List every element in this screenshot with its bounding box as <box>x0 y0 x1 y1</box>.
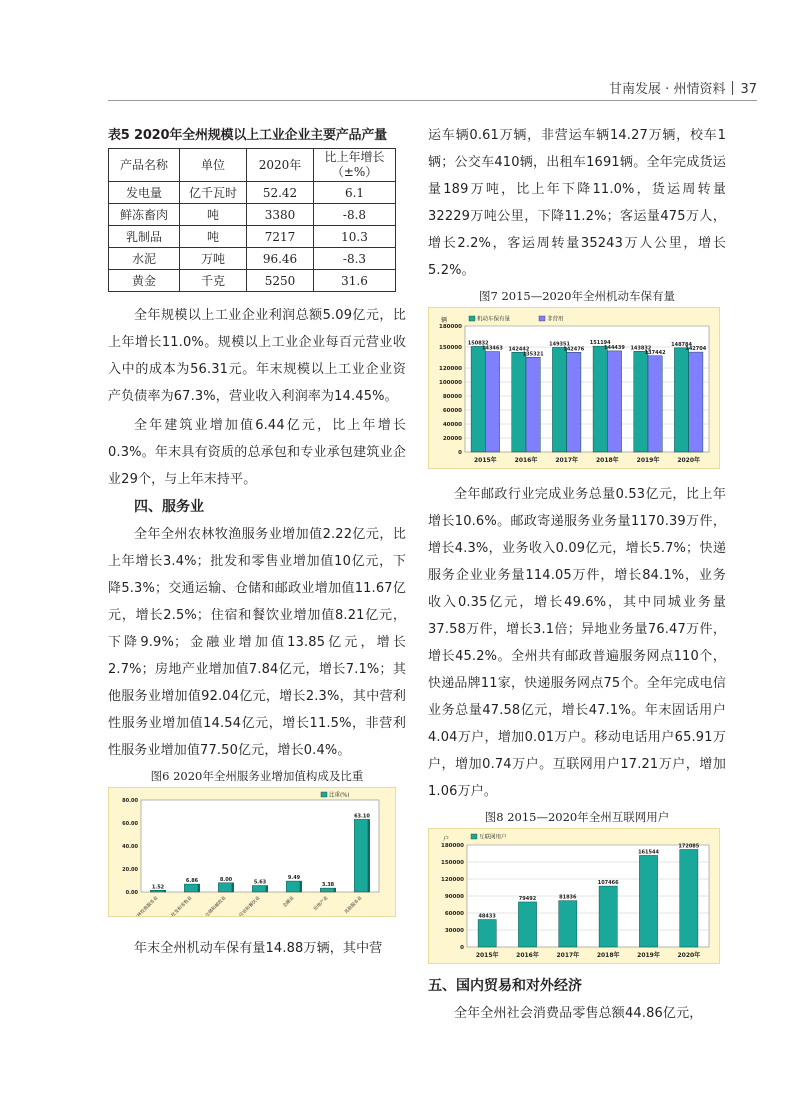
x-tick-label: 2020年 <box>677 457 701 464</box>
y-tick-label: 80000 <box>442 394 462 400</box>
data-label: 81836 <box>559 894 577 901</box>
header-separator <box>732 81 733 95</box>
legend <box>471 833 507 841</box>
bar <box>218 883 233 892</box>
table-cell: 7217 <box>247 226 314 248</box>
legend-swatch <box>321 792 327 797</box>
bar-shade <box>334 888 336 892</box>
fig7-caption: 图7 2015—2020年全州机动车保有量 <box>478 289 675 303</box>
table-header-cell: 比上年增长（±%） <box>314 149 396 182</box>
y-axis-unit-label: 户 <box>443 836 450 843</box>
bar <box>354 819 369 892</box>
table-row <box>109 270 396 292</box>
paragraph-industry-profit: 全年规模以上工业企业利润总额5.09亿元，比上年增长11.0%。规模以上工业企业每百元营业收入中的成本为56.31元。年末规模以上工业企业资产负债率为67.3%，营业收入利润率为14.45%。 <box>108 308 406 404</box>
fig7-chart <box>428 307 720 469</box>
x-tick-label: 2016年 <box>514 457 538 464</box>
bar <box>471 346 485 452</box>
data-label: 3.38 <box>321 882 335 889</box>
running-title: 甘南发展 · 州情资料 <box>609 82 726 97</box>
y-tick-label: 30000 <box>444 928 464 934</box>
table-cell: 鲜冻畜肉 <box>109 204 180 226</box>
bar-shade <box>164 890 166 892</box>
bar <box>552 347 566 452</box>
table-cell: 亿千瓦时 <box>180 182 247 204</box>
x-tick-label: 2018年 <box>595 457 619 464</box>
x-tick-label: 2015年 <box>473 457 497 464</box>
data-label: 161544 <box>638 849 659 856</box>
bar <box>184 884 199 892</box>
table-cell: 万吨 <box>180 248 247 270</box>
table-cell: 黄金 <box>109 270 180 292</box>
y-tick-label: 20.00 <box>122 867 138 873</box>
x-tick-label: 2016年 <box>516 952 539 959</box>
data-label: 9.49 <box>287 875 301 882</box>
table-row <box>109 248 396 270</box>
x-tick-label: 2019年 <box>637 952 660 959</box>
y-tick-label: 40000 <box>442 422 462 428</box>
y-tick-label: 120000 <box>441 877 464 883</box>
data-label: 6.86 <box>185 878 199 885</box>
bar <box>518 902 536 947</box>
bar <box>512 352 526 452</box>
table-row <box>109 182 396 204</box>
data-label: 8.00 <box>219 876 233 883</box>
bar <box>567 352 581 452</box>
running-header <box>609 78 757 97</box>
x-tick-label: 2020年 <box>677 952 701 959</box>
paragraph-vehicles-start: 年末全州机动车保有量14.88万辆，其中营 <box>134 941 383 956</box>
bar <box>648 356 662 452</box>
data-label: 137442 <box>644 349 666 356</box>
bar <box>320 888 335 892</box>
bar <box>639 855 657 947</box>
data-label: 1.52 <box>151 884 165 891</box>
bar-shade <box>266 886 268 892</box>
legend-swatch <box>539 316 545 321</box>
section-heading-trade: 五、国内贸易和对外经济 <box>428 978 582 994</box>
table-cell: 5250 <box>247 270 314 292</box>
data-label: 172085 <box>678 843 700 850</box>
y-tick-label: 150000 <box>439 345 462 351</box>
bar <box>680 849 698 947</box>
y-tick-label: 180000 <box>439 324 462 330</box>
bar-shade <box>300 881 302 892</box>
bar <box>286 881 301 892</box>
y-tick-label: 180000 <box>441 843 464 849</box>
table-cell: 乳制品 <box>109 226 180 248</box>
table-cell: -8.3 <box>314 248 396 270</box>
bar <box>593 346 607 452</box>
x-tick-label: 其他服务业 <box>343 895 364 916</box>
table-cell: 水泥 <box>109 248 180 270</box>
plot-area <box>141 800 379 892</box>
x-tick-label: 农林牧渔服务业 <box>133 895 160 917</box>
y-tick-label: 0 <box>458 450 462 456</box>
table-row <box>109 226 396 248</box>
paragraph-retail-start: 全年全州社会消费品零售总额44.86亿元， <box>454 1006 703 1021</box>
fig6-caption: 图6 2020年全州服务业增加值构成及比重 <box>150 769 364 783</box>
bar <box>150 890 165 892</box>
y-tick-label: 60.00 <box>122 821 138 827</box>
bar <box>526 357 540 452</box>
x-tick-label: 2015年 <box>475 952 499 959</box>
bar-shade <box>198 884 200 892</box>
y-tick-label: 60000 <box>444 911 464 917</box>
y-tick-label: 0.00 <box>125 890 138 896</box>
paragraph-services: 全年全州农林牧渔服务业增加值2.22亿元，比上年增长3.4%；批发和零售业增加值10亿元，下降5.3%；交通运输、仓储和邮政业增加值11.67亿元，增长2.5%；住宿和餐饮业增加值8.21亿元，下降9.9%；金融业增加值13.85亿元，增长2.7%；房地产业增加值7.84亿元，增长7.1%；其他服务业增加值92.04亿元，增长2.3%，其中营利性服务业增加值14.54亿元，增长11.5%，非营利性服务业增加值77.50亿元，增长0.4%。 <box>108 527 406 758</box>
legend <box>321 791 350 799</box>
right-column <box>428 122 726 1027</box>
data-label: 135321 <box>522 351 544 358</box>
legend-label: 机动车保有量 <box>477 316 511 323</box>
y-tick-label: 150000 <box>441 860 464 866</box>
page-number: 37 <box>740 82 757 97</box>
data-label: 148784 <box>671 341 692 348</box>
data-label: 5.63 <box>253 879 267 886</box>
legend-label: 互联网用户 <box>479 834 507 841</box>
table-row <box>109 204 396 226</box>
bar-shade <box>232 883 234 892</box>
bar <box>599 886 617 947</box>
table-header-cell: 产品名称 <box>109 149 180 182</box>
table-cell: -8.8 <box>314 204 396 226</box>
x-tick-label: 住宿和餐饮业 <box>238 895 262 917</box>
y-axis-unit-label: 辆 <box>441 317 448 324</box>
fig8-chart <box>428 828 720 964</box>
paragraph-transport: 运车辆0.61万辆，非营运车辆14.27万辆，校车1辆；公交车410辆，出租车1691辆。全年完成货运量189万吨，比上年下降11.0%，货运周转量32229万吨公里，下降11.2%；客运量475万人，增长2.2%，客运周转量35243万人公里，增长5.2%。 <box>428 128 726 278</box>
table-cell: 千克 <box>180 270 247 292</box>
data-label: 142476 <box>563 346 585 353</box>
table-cell: 31.6 <box>314 270 396 292</box>
fig8-caption: 图8 2015—2020年全州互联网用户 <box>484 810 670 824</box>
table-cell: 10.3 <box>314 226 396 248</box>
bar <box>607 351 621 452</box>
left-column <box>108 120 406 962</box>
table5-caption: 表5 2020年全州规模以上工业企业主要产品产量 <box>108 128 387 143</box>
table-cell: 96.46 <box>247 248 314 270</box>
bar <box>559 901 577 947</box>
data-label: 107466 <box>597 880 619 887</box>
y-tick-label: 90000 <box>444 894 464 900</box>
table-cell: 吨 <box>180 204 247 226</box>
fig6-chart <box>108 787 396 917</box>
table-header-row <box>109 149 396 182</box>
bar <box>674 348 688 452</box>
data-label: 48433 <box>478 913 496 920</box>
data-label: 143463 <box>482 345 503 352</box>
data-label: 63.10 <box>354 813 370 820</box>
data-label: 79492 <box>518 895 537 902</box>
bar <box>689 352 703 452</box>
data-label: 142442 <box>508 346 530 353</box>
data-label: 151194 <box>589 340 611 347</box>
section-heading-services: 四、服务业 <box>134 499 204 515</box>
table-cell: 吨 <box>180 226 247 248</box>
x-tick-label: 2017年 <box>556 952 580 959</box>
y-tick-label: 100000 <box>439 380 462 386</box>
y-tick-label: 60000 <box>442 408 462 414</box>
table-cell: 发电量 <box>109 182 180 204</box>
y-tick-label: 0 <box>460 945 464 951</box>
legend <box>469 315 564 323</box>
x-tick-label: 交通运输、仓储和邮政业 <box>188 895 228 917</box>
table-cell: 3380 <box>247 204 314 226</box>
table-header-cell: 2020年 <box>247 149 314 182</box>
legend-swatch <box>469 316 475 321</box>
x-tick-label: 2019年 <box>636 457 660 464</box>
x-tick-label: 金融业 <box>282 895 296 909</box>
bar <box>485 352 499 452</box>
data-label: 150832 <box>467 340 489 347</box>
data-label: 149351 <box>549 341 570 348</box>
y-tick-label: 120000 <box>439 366 462 372</box>
table-cell: 6.1 <box>314 182 396 204</box>
table-cell: 52.42 <box>247 182 314 204</box>
paragraph-construction: 全年建筑业增加值6.44亿元，比上年增长0.3%。年末具有资质的总承包和专业承包建筑业企业29个，与上年末持平。 <box>108 418 406 487</box>
table5 <box>108 148 396 292</box>
x-tick-label: 批发和零售业 <box>170 895 194 917</box>
legend-label: 比重(%) <box>329 792 350 799</box>
data-label: 142704 <box>685 346 707 353</box>
data-label: 144439 <box>604 344 625 351</box>
bar-shade <box>368 819 370 892</box>
table5-body <box>109 182 396 292</box>
bar <box>478 920 496 947</box>
y-tick-label: 40.00 <box>122 844 138 850</box>
legend-swatch <box>471 834 477 839</box>
data-label: 143832 <box>630 345 652 352</box>
x-tick-label: 房地产业 <box>313 895 330 913</box>
x-tick-label: 2018年 <box>596 952 620 959</box>
bar <box>634 351 648 452</box>
paragraph-postal-telecom: 全年邮政行业完成业务总量0.53亿元，比上年增长10.6%。邮政寄递服务业务量1170.39万件，增长4.3%，业务收入0.09亿元，增长5.7%；快递服务企业业务量114.05万件，增长84.1%，业务收入0.35亿元，增长49.6%，其中同城业务量37.58万件，增长3.1倍；异地业务量76.47万件，增长45.2%。全州共有邮政普遍服务网点110个，快递品牌11家，快递服务网点75个。全年完成电信业务总量47.58亿元，增长47.1%。年末固话用户4.04万户，增加0.01万户。移动电话用户65.91万户，增加0.74万户。互联网用户17.21万户，增加1.06万户。 <box>428 487 726 799</box>
bar <box>252 886 267 892</box>
y-tick-label: 80.00 <box>122 798 138 804</box>
y-tick-label: 20000 <box>442 436 462 442</box>
table-header-cell: 单位 <box>180 149 247 182</box>
x-tick-label: 2017年 <box>555 457 579 464</box>
header-rule <box>108 100 757 101</box>
legend-label: 非营用 <box>547 316 564 323</box>
